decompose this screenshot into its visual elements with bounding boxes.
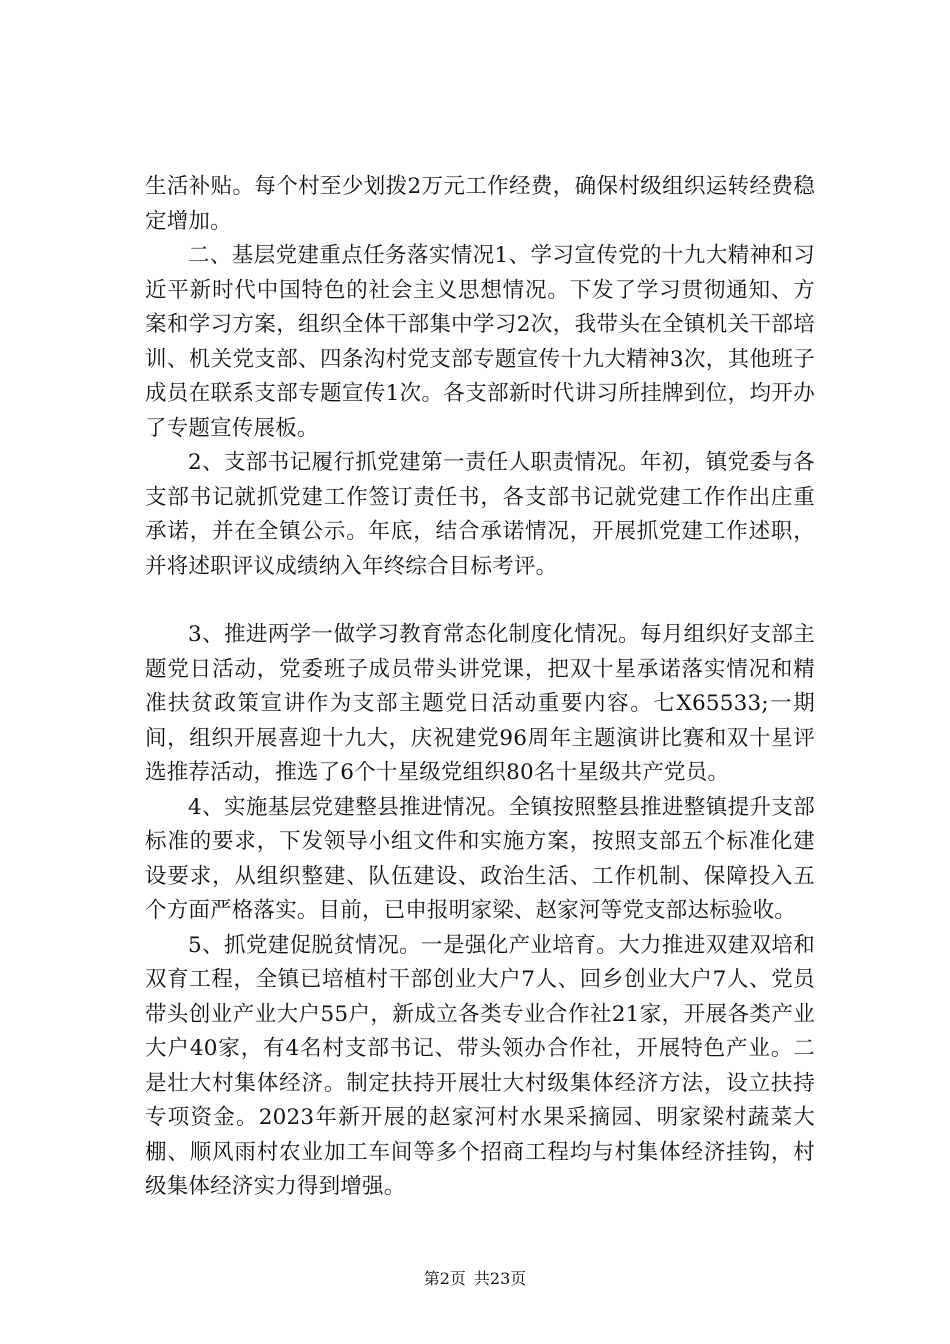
page-footer — [0, 1268, 950, 1290]
page-number: 第2页 — [423, 1269, 466, 1288]
paragraph-2: 二、基层党建重点任务落实情况1、学习宣传党的十九大精神和习近平新时代中国特色的社会主义思想情况。下发了学习贯彻通知、方案和学习方案，组织全体干部集中学习2次，我带头在全镇机关干部培训、机关党支部、四条沟村党支部专题宣传十九大精神3次，其他班子成员在联系支部专题宣传1次。各支部新时代讲习所挂牌到位，均开办了专题宣传展板。 — [145, 243, 815, 441]
page-total: 共23页 — [473, 1269, 527, 1288]
paragraph-1: 生活补贴。每个村至少划拨2万元工作经费，确保村级组织运转经费稳定增加。 — [145, 174, 815, 234]
paragraph-6: 5、抓党建促脱贫情况。一是强化产业培育。大力推进双建双培和双育工程，全镇已培植村干部创业大户7人、回乡创业大户7人、党员带头创业产业大户55户，新成立各类专业合作社21家，开展各类产业大户40家，有4名村支部书记、带头领办合作社，开展特色产业。二是壮大村集体经济。制定扶持开展壮大村级集体经济方法，设立扶持专项资金。2023年新开展的赵家河村水果采摘园、明家梁村蔬菜大棚、顺风雨村农业加工车间等多个招商工程均与村集体经济挂钩，村级集体经济实力得到增强。 — [145, 932, 815, 1199]
document-body — [145, 170, 815, 1205]
paragraph-4: 3、推进两学一做学习教育常态化制度化情况。每月组织好支部主题党日活动，党委班子成员带头讲党课，把双十星承诺落实情况和精准扶贫政策宣讲作为支部主题党日活动重要内容。七X65533;一期间，组织开展喜迎十九大，庆祝建党96周年主题演讲比赛和双十星评选推荐活动，推选了6个十星级党组织80名十星级共产党员。 — [145, 622, 815, 785]
paragraph-3: 2、支部书记履行抓党建第一责任人职责情况。年初，镇党委与各支部书记就抓党建工作签订责任书，各支部书记就党建工作作出庄重承诺，并在全镇公示。年底，结合承诺情况，开展抓党建工作述职，并将述职评议成绩纳入年终综合目标考评。 — [145, 450, 815, 579]
paragraph-5: 4、实施基层党建整县推进情况。全镇按照整县推进整镇提升支部标准的要求，下发领导小组文件和实施方案，按照支部五个标准化建设要求，从组织整建、队伍建设、政治生活、工作机制、保障投入五个方面严格落实。目前，已申报明家梁、赵家河等党支部达标验收。 — [145, 794, 815, 923]
